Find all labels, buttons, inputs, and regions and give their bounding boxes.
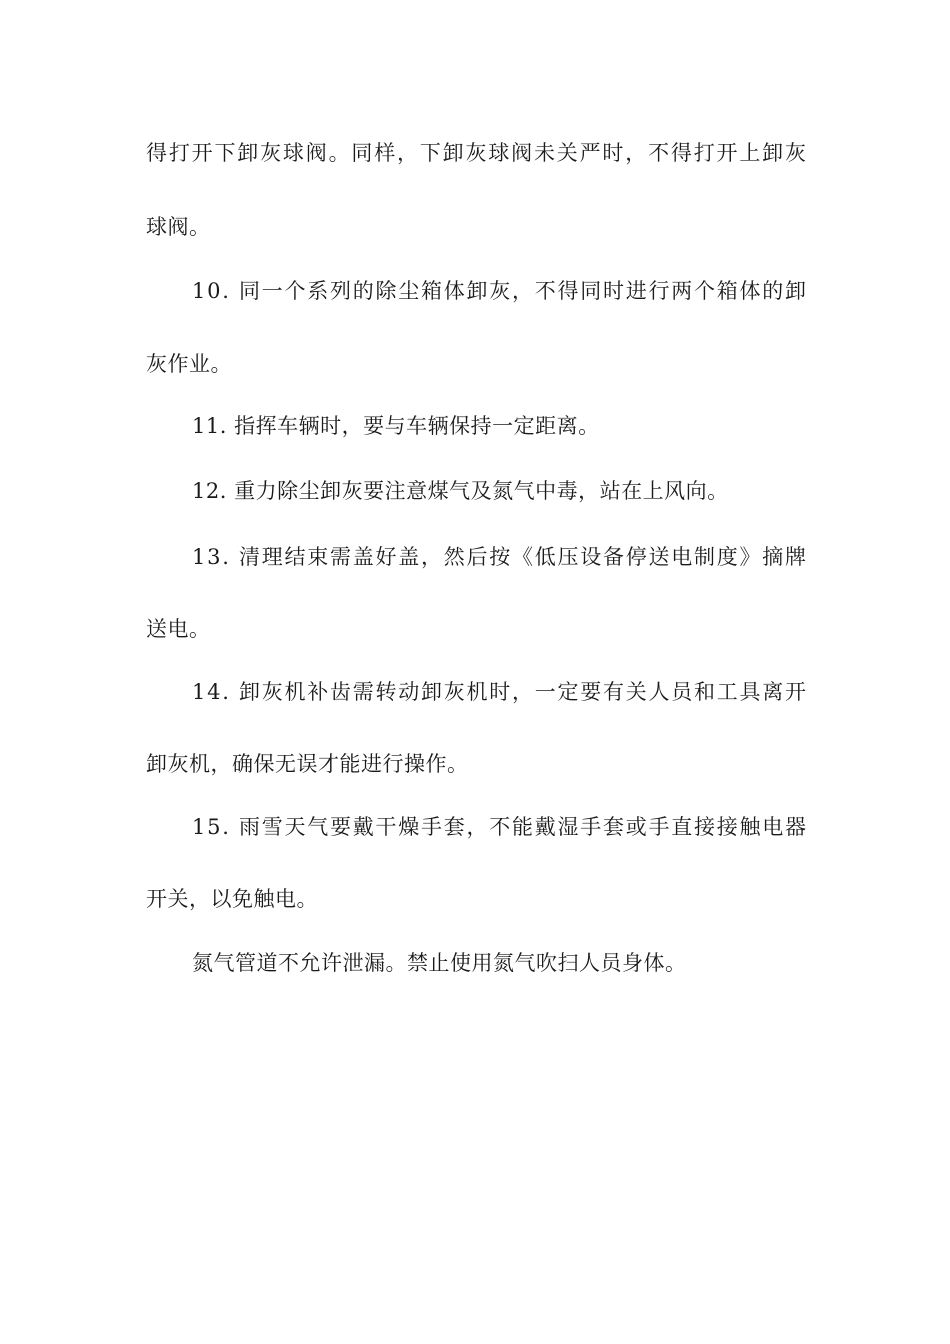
text-line-1: 得打开下卸灰球阀。同样，下卸灰球阀未关严时，不得打开上卸灰 [146,141,808,165]
item-13-line-2: 送电。 [146,617,211,641]
item-11-line: 11. 指挥车辆时，要与车辆保持一定距离。 [192,414,600,438]
item-15-line-2: 开关，以免触电。 [146,887,318,911]
text-line-2: 球阀。 [146,215,211,239]
closing-note-line: 氮气管道不允许泄漏。禁止使用氮气吹扫人员身体。 [192,951,687,975]
item-14-line-1: 14. 卸灰机补齿需转动卸灰机时，一定要有关人员和工具离开 [192,680,808,704]
item-15-line-1: 15. 雨雪天气要戴干燥手套，不能戴湿手套或手直接接触电器 [192,815,808,839]
item-10-line-1: 10. 同一个系列的除尘箱体卸灰，不得同时进行两个箱体的卸 [192,279,808,303]
item-12-line: 12. 重力除尘卸灰要注意煤气及氮气中毒，站在上风向。 [192,479,729,503]
item-14-line-2: 卸灰机，确保无误才能进行操作。 [146,752,469,776]
item-10-line-2: 灰作业。 [146,352,232,376]
item-13-line-1: 13. 清理结束需盖好盖，然后按《低压设备停送电制度》摘牌 [192,545,808,569]
